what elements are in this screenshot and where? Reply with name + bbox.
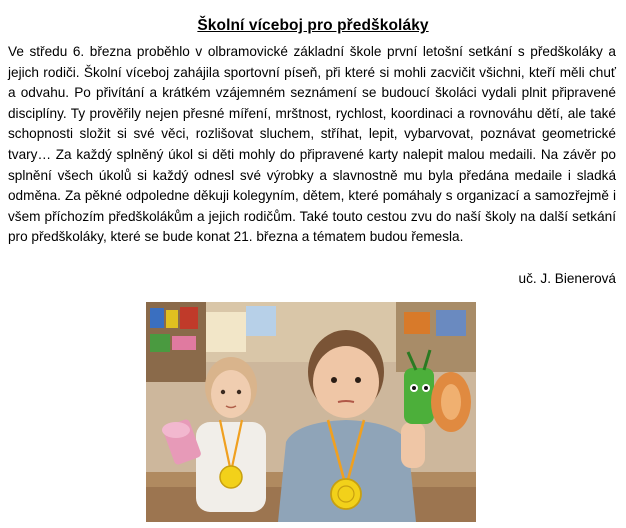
article-body: Ve středu 6. března proběhlo v olbramovické základní škole první letošní setkání s předškoláky a jejich rodiči. Školní víceboj zahájila sportovní píseň, při které si mohli zacvičit všichni, kteří měli chuť a odvahu. Po přivítání a krátkém vzájemném seznámení se budoucí školáci vydali plnit připravené disciplíny. Ty prověřily nejen přesné míření, mrštnost, rychlost, koordinaci a rovnováhu dětí, ale také schopnosti složit si své věci, rozlišovat sluchem, stříhat, lepit, vybarvovat, poznávat geometrické tvary… Za každý splněný úkol si děti mohly do připravené karty nalepit malou medaili. Na závěr po splnění všech úkolů si každý odnesl své výrobky a slavnostně mu byla předána medaile i sladká odměna. Za pěkné odpoledne děkuji kolegyním, dětem, které pomáhaly s organizací a samozřejmě i všem příchozím předškolákům a jejich rodičům. Také touto cestou zvu do naší školy na další setkání pro předškoláky, které se bude konat 21. března a tématem budou řemesla. [8,44,616,245]
photo-children-medals-icon [146,302,476,522]
author-signature: uč. J. Bienerová [518,271,616,286]
article-title: Školní víceboj pro předškoláky [197,17,429,35]
event-photo [146,302,476,522]
